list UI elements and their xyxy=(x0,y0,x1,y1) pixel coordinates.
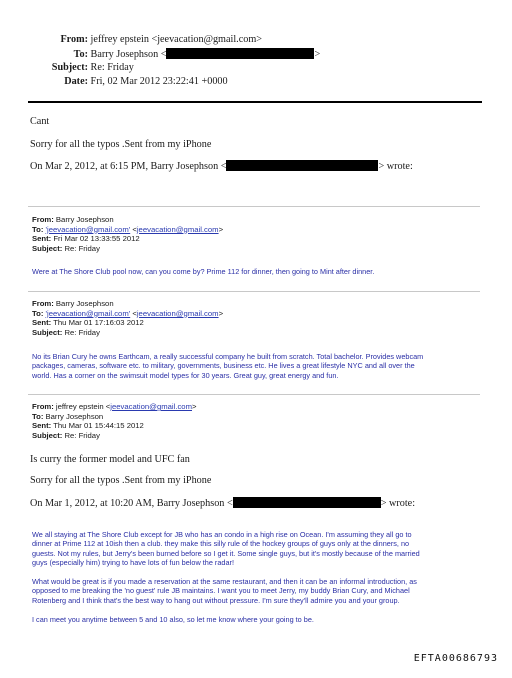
email-link[interactable]: jeevacation@gmail.com xyxy=(110,402,192,411)
to-label: To: xyxy=(32,411,44,421)
msg1-from xyxy=(32,215,223,225)
msg2-sent xyxy=(32,318,223,328)
quote-attribution xyxy=(30,160,413,172)
email-link[interactable]: jeevacation@gmail.com xyxy=(136,308,219,318)
body-line: opposed to me breaking the 'no guest' rule JB maintains. I want you to meet Jerry, my buddy Brian Cury, and Michael xyxy=(32,586,410,596)
from-end: > xyxy=(192,402,197,411)
to-tail: > xyxy=(314,49,321,60)
to-end: > xyxy=(218,308,224,318)
quote-prefix: On Mar 1, 2012, at 10:20 AM, Barry Josephson < xyxy=(30,498,233,509)
subject-value: Re: Friday xyxy=(62,430,100,440)
header-divider xyxy=(28,101,482,103)
email-link[interactable]: 'jeevacation@gmail.com' xyxy=(45,308,131,318)
msg1-subject xyxy=(32,244,223,254)
date-value: Fri, 02 Mar 2012 23:22:41 +0000 xyxy=(90,76,228,87)
body-line: No its Brian Cury he owns Earthcam, a really successful company he built from scratch. Total bachelor. Provides webcam xyxy=(32,352,424,361)
subject-label: Subject: xyxy=(32,243,63,253)
msg3-line1: Is curry the former model and UFC fan xyxy=(30,454,190,465)
reply-line-cant: Cant xyxy=(30,116,50,127)
body-line: We all staying at The Shore Club except for JB who has an condo in a high rise on Ocean. I'm assuming they all go to xyxy=(32,530,412,539)
from-value: Barry Josephson xyxy=(53,299,114,308)
msg1-body: Were at The Shore Club pool now, can you come by? Prime 112 for dinner, then going to Mint after dinner. xyxy=(32,267,375,276)
to-value: Barry Josephson < xyxy=(90,49,167,60)
sent-label: Sent: xyxy=(32,234,52,244)
to-value: Barry Josephson xyxy=(43,411,104,421)
header-from-row xyxy=(36,34,262,45)
subject-label: Subject: xyxy=(32,327,63,337)
to-mid: < xyxy=(130,308,137,318)
from-value: jeffrey epstein < xyxy=(53,402,111,411)
msg3-header xyxy=(32,402,197,440)
msg2-from xyxy=(32,299,223,309)
from-value: jeffrey epstein <jeevacation@gmail.com> xyxy=(90,34,262,45)
subject-label: Subject: xyxy=(51,62,88,73)
msg2-header xyxy=(32,299,223,337)
separator xyxy=(28,206,480,207)
quote-suffix: > wrote: xyxy=(378,161,413,172)
msg4-para3: I can meet you anytime between 5 and 10 also, so let me know where your going to be. xyxy=(32,615,314,624)
msg1-to xyxy=(32,225,223,235)
to-mid: < xyxy=(130,224,137,234)
quote-attribution xyxy=(30,497,415,509)
msg4-para2 xyxy=(32,577,417,605)
body-line: guys (especially him) trying to have lots of fun below the radar! xyxy=(32,558,234,568)
subject-label: Subject: xyxy=(32,430,63,440)
from-label: From: xyxy=(32,215,54,224)
header-date-row xyxy=(36,76,228,87)
msg1-header xyxy=(32,215,223,253)
separator xyxy=(28,394,480,395)
body-line: What would be great is if you made a reservation at the same restaurant, and then it can be an informal introduction, as xyxy=(32,577,417,586)
quote-suffix: > wrote: xyxy=(380,498,416,509)
body-line: world. Has a corner on the swimsuit model types for 30 years. Great guy, great energy and fun. xyxy=(32,370,339,380)
msg2-subject xyxy=(32,328,223,338)
from-label: From: xyxy=(60,34,88,45)
email-link[interactable]: jeevacation@gmail.com xyxy=(136,224,219,234)
from-value: Barry Josephson xyxy=(53,215,114,224)
subject-value: Re: Friday xyxy=(62,243,100,253)
header-subject-row xyxy=(36,62,134,73)
body-line: dinner at Prime 112 at 10ish then a club. they make this silly rule of the hockey groups of guys only at the dinners, no xyxy=(32,539,410,549)
subject-value: Re: Friday xyxy=(62,327,100,337)
separator xyxy=(28,291,480,292)
msg3-to xyxy=(32,412,197,422)
quote-prefix: On Mar 2, 2012, at 6:15 PM, Barry Josephson < xyxy=(30,161,227,172)
msg2-body xyxy=(32,352,423,380)
sent-label: Sent: xyxy=(32,318,52,328)
subject-value: Re: Friday xyxy=(90,62,134,73)
from-label: From: xyxy=(32,402,54,411)
redaction-bar xyxy=(226,160,378,171)
msg1-sent xyxy=(32,234,223,244)
reply-signature: Sorry for all the typos .Sent from my iPhone xyxy=(30,139,212,150)
msg4-para1 xyxy=(32,530,420,568)
msg3-from xyxy=(32,402,197,412)
sent-value: Fri Mar 02 13:33:55 2012 xyxy=(51,234,140,244)
sent-value: Thu Mar 01 17:16:03 2012 xyxy=(51,318,144,328)
sent-value: Thu Mar 01 15:44:15 2012 xyxy=(51,421,144,431)
document-id: EFTA00686793 xyxy=(413,653,498,664)
msg3-subject xyxy=(32,431,197,441)
date-label: Date: xyxy=(64,76,88,87)
to-end: > xyxy=(218,224,224,234)
msg3-signature: Sorry for all the typos .Sent from my iPhone xyxy=(30,475,212,486)
from-label: From: xyxy=(32,299,54,308)
redaction-bar xyxy=(233,497,381,508)
msg3-sent xyxy=(32,421,197,431)
to-label: To: xyxy=(73,49,88,60)
header-to-row xyxy=(36,48,320,60)
redaction-bar xyxy=(166,48,314,59)
to-label: To: xyxy=(32,224,44,234)
body-line: Rotenberg and I think that's the best way to hang out without pressure. I'm sure they'll admire you and your group. xyxy=(32,595,400,605)
msg2-to xyxy=(32,309,223,319)
body-line: packages, cameras, software etc. to military, governments, business etc. He lives a great lifestyle NYC and all over the xyxy=(32,361,415,371)
email-link[interactable]: 'jeevacation@gmail.com' xyxy=(45,224,131,234)
to-label: To: xyxy=(32,308,44,318)
sent-label: Sent: xyxy=(32,421,52,431)
body-line: guests. Not my rules, but Jerry's been burned before so I get it. Some single guys, but it's mostly because of the married xyxy=(32,548,420,558)
